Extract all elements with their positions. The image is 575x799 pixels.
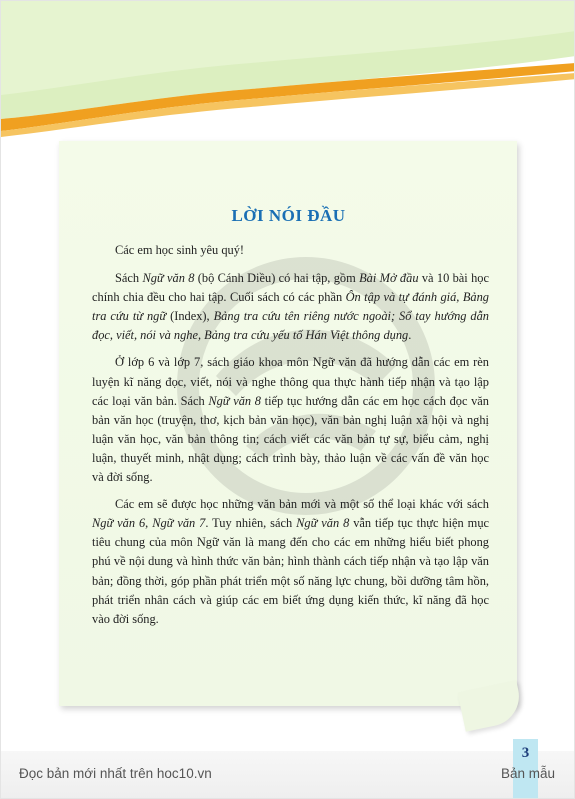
header-wave-decoration [1, 1, 575, 151]
paragraph-2: Ở lớp 6 và lớp 7, sách giáo khoa môn Ngữ văn đã hướng dẫn các em rèn luyện kĩ năng đọc, viết, nói và nghe thông qua thực hành tiếp nhận và tạo lập các loại văn bản. Sách Ngữ văn 8 tiếp tục hướng dẫn các em học cách đọc văn bản văn học (truyện, thơ, kịch bản văn học), văn bản nghị luận xã hội và nghị luận văn học, văn bản thông tin; cách viết các văn bản tự sự, biểu cảm, nghị luận, thuyết minh, nhật dụng; cách trình bày, thảo luận về các vấn đề văn học và đời sống. [92, 355, 490, 485]
footer-source-link[interactable]: Đọc bản mới nhất trên hoc10.vn [19, 766, 212, 781]
paragraph-1: Sách Ngữ văn 8 (bộ Cánh Diều) có hai tập, gồm Bài Mở đầu và 10 bài học chính chia đều cho hai tập. Cuối sách có các phần Ôn tập và tự đánh giá, Bảng tra cứu từ ngữ (Index), Bảng tra cứu tên riêng nước ngoài; Sổ tay hướng dẫn đọc, viết, nói và nghe, Bảng tra cứu yếu tố Hán Việt thông dụng. [92, 271, 489, 343]
preface-text [92, 241, 489, 637]
page-title: LỜI NÓI ĐẦU [231, 206, 346, 225]
paragraph-3: Các em sẽ được học những văn bản mới và một số thể loại khác với sách Ngữ văn 6, Ngữ văn 7. Tuy nhiên, sách Ngữ văn 8 vẫn tiếp tục thực hiện mục tiêu chung của môn Ngữ văn là mang đến cho các em những hiểu biết phong phú về nội dung và hình thức văn bản; hình thành cách tiếp nhận và tạo lập văn bản; đồng thời, góp phần phát triển một số năng lực chung, bồi dưỡng tâm hồn, phát triển nhân cách và giúp các em biết ứng dụng kiến thức, kĩ năng đã học vào đời sống. [92, 497, 490, 626]
footer-sample-label: Bản mẫu [501, 766, 556, 781]
page-number: 3 [521, 745, 530, 761]
greeting: Các em học sinh yêu quý! [115, 243, 245, 257]
